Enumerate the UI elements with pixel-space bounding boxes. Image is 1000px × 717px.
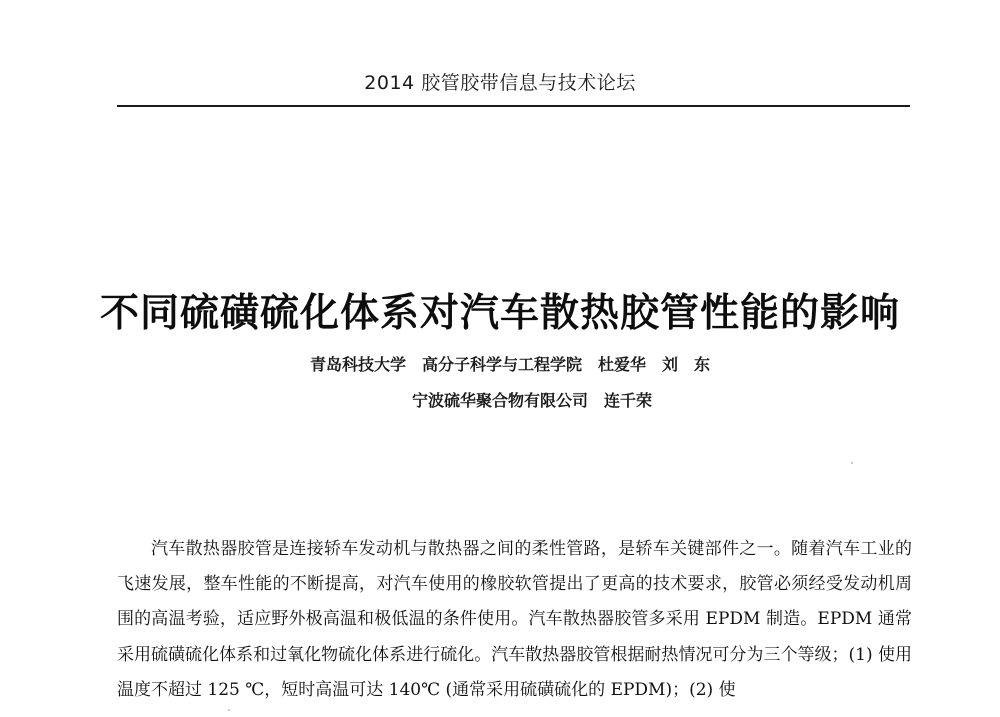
- scan-speck: [228, 709, 230, 711]
- author-line-2: [32, 388, 1000, 411]
- running-header: 2014 胶管胶带信息与技术论坛: [364, 72, 636, 94]
- scan-speck: [851, 462, 853, 464]
- author-line-1: [10, 352, 1000, 375]
- affiliation-company: 宁波硫华聚合物有限公司: [411, 391, 588, 410]
- author-name: 连千荣: [604, 391, 653, 410]
- author-name: 杜爱华: [598, 355, 647, 374]
- affiliation-school: 高分子科学与工程学院: [421, 355, 582, 374]
- header-rule: [117, 105, 910, 107]
- article-title: 不同硫磺硫化体系对汽车散热胶管性能的影响: [99, 290, 900, 336]
- affiliation-university: 青岛科技大学: [309, 355, 406, 374]
- body-paragraph: 汽车散热器胶管是连接轿车发动机与散热器之间的柔性管路，是轿车关键部件之一。随着汽车工业的飞速发展，整车性能的不断提高，对汽车使用的橡胶软管提出了更高的技术要求，胶管必须经受发动机周围的高温考验，适应野外极高温和极低温的条件使用。汽车散热器胶管多采用 EPDM 制造。EPDM 通常采用硫磺硫化体系和过氧化物硫化体系进行硫化。汽车散热器胶管根据耐热情况可分为三个等级；(1) 使用温度不超过 125 ℃，短时高温可达 140℃ (通常采用硫磺硫化的 EPDM)；(2) 使: [117, 539, 912, 700]
- author-name: 刘 东: [662, 355, 711, 374]
